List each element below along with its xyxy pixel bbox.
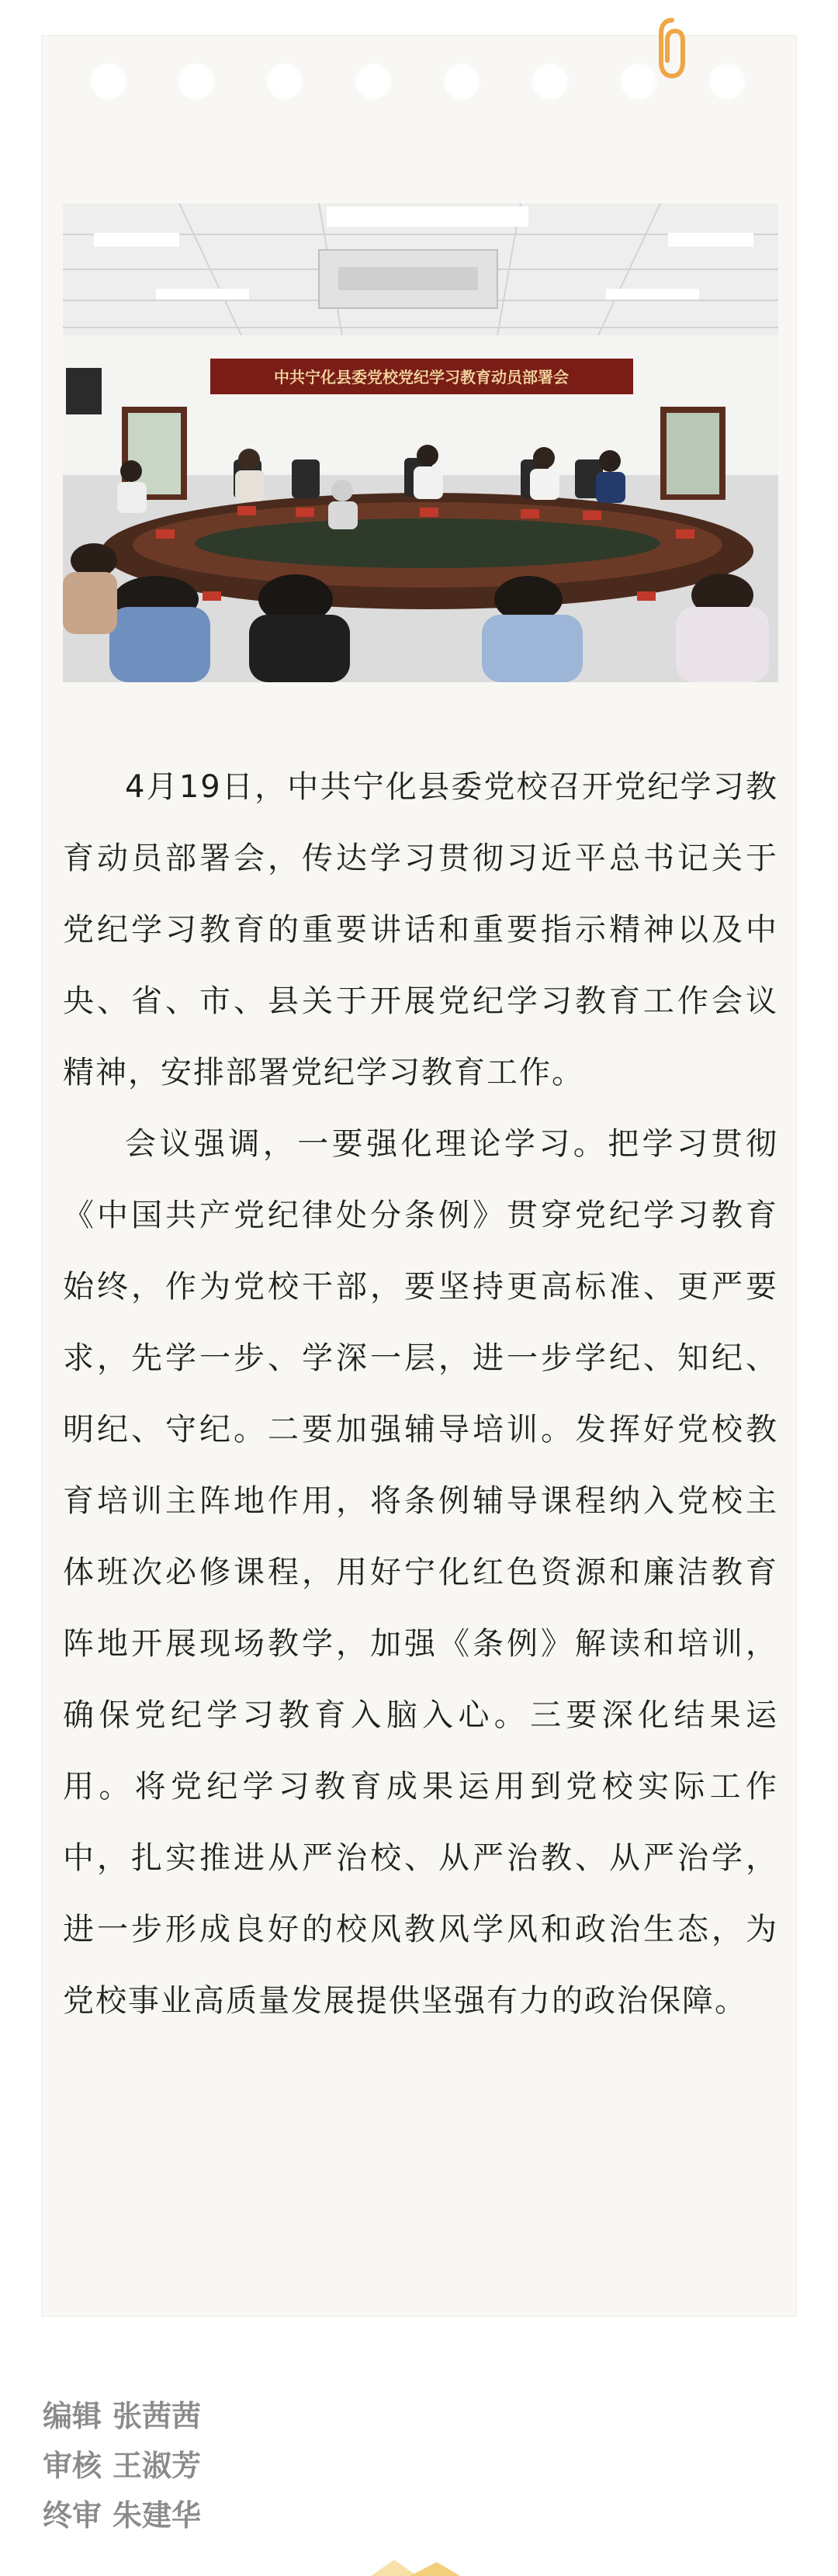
photo-banner-text: 中共宁化县委党校党纪学习教育动员部署会 xyxy=(274,368,569,387)
article-paragraph: 4月19日，中共宁化县委党校召开党纪学习教育动员部署会，传达学习贯彻习近平总书记关于党纪学习教育的重要讲话和重要指示精神以及中央、省、市、县关于开展党纪学习教育工作会议精神，安排部署党纪学习教育工作。 xyxy=(63,769,778,1090)
binder-hole xyxy=(443,63,480,100)
binder-clip-icon xyxy=(656,17,687,79)
credits xyxy=(43,2394,212,2543)
decorative-shape xyxy=(363,2558,464,2576)
meeting-photo xyxy=(63,203,778,682)
credit-label: 审核 xyxy=(43,2449,102,2483)
credit-reviewer xyxy=(43,2444,212,2494)
credit-final xyxy=(43,2494,212,2543)
binder-hole xyxy=(532,63,569,100)
article-body xyxy=(63,751,778,2037)
binder-hole xyxy=(178,63,215,100)
binder-hole xyxy=(708,63,746,100)
credit-editor xyxy=(43,2394,212,2444)
credit-label: 编辑 xyxy=(43,2399,102,2433)
binder-hole xyxy=(90,63,127,100)
credit-name: 朱建华 xyxy=(113,2498,202,2533)
binder-hole xyxy=(266,63,303,100)
binder-hole xyxy=(620,63,657,100)
article-paragraph: 会议强调，一要强化理论学习。把学习贯彻《中国共产党纪律处分条例》贯穿党纪学习教育始终，作为党校干部，要坚持更高标准、更严要求，先学一步、学深一层，进一步学纪、知纪、明纪、守纪。二要加强辅导培训。发挥好党校教育培训主阵地作用，将条例辅导课程纳入党校主体班次必修课程，用好宁化红色资源和廉洁教育阵地开展现场教学，加强《条例》解读和培训，确保党纪学习教育入脑入心。三要深化结果运用。将党纪学习教育成果运用到党校实际工作中，扎实推进从严治校、从严治教、从严治学，进一步形成良好的校风教风学风和政治生态，为党校事业高质量发展提供坚强有力的政治保障。 xyxy=(63,1126,778,2019)
credit-name: 张茜茜 xyxy=(113,2399,202,2433)
credit-label: 终审 xyxy=(43,2498,102,2533)
binder-hole xyxy=(355,63,392,100)
credit-name: 王淑芳 xyxy=(113,2449,202,2483)
